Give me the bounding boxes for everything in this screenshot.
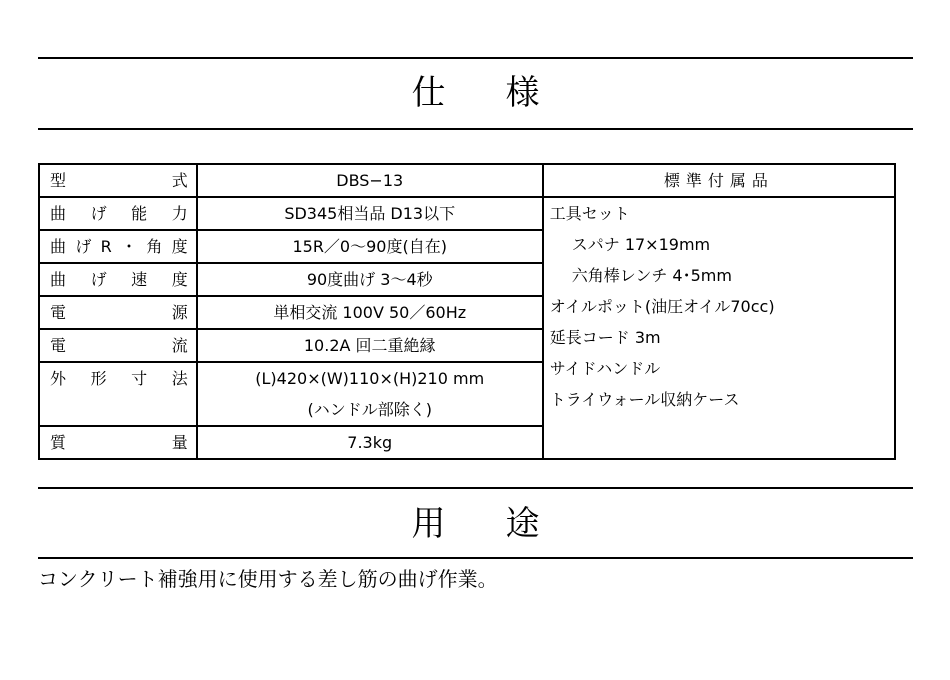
label-char: ・: [121, 237, 138, 256]
value-dimensions: (L)420×(W)110×(H)210 mm: [255, 369, 485, 388]
label-cell: [39, 362, 197, 426]
label-char: げ: [75, 237, 92, 256]
label-model: [40, 165, 196, 196]
label-bending-capacity: [40, 198, 196, 229]
label-char: 質: [50, 433, 67, 452]
label-char: 流: [171, 336, 188, 355]
label-char: 寸: [131, 369, 148, 388]
accessories-header: 標準付属品: [663, 171, 774, 190]
label-char: 曲: [50, 237, 67, 256]
label-char: 速: [131, 270, 148, 289]
value-current: 10.2A 回二重絶縁: [303, 336, 436, 355]
value-cell: [197, 197, 543, 230]
accessory-item: 六角棒レンチ 4･5mm: [571, 266, 732, 285]
value-cell: [197, 230, 543, 263]
label-char: 量: [171, 433, 188, 452]
label-cell: [39, 296, 197, 329]
value-cell: [197, 362, 543, 426]
accessory-item: スパナ 17×19mm: [571, 235, 711, 254]
value-cell: [197, 329, 543, 362]
label-cell-model: [39, 164, 197, 197]
value-cell: [197, 426, 543, 459]
value-bending-capacity: SD345相当品 D13以下: [284, 204, 456, 223]
label-char: 曲: [50, 204, 67, 223]
label-char: 角: [146, 237, 163, 256]
value-cell-model: [197, 164, 543, 197]
accessory-item: 延長コード 3m: [549, 328, 661, 347]
usage-rule-lower: [38, 557, 913, 559]
usage-rule-upper: [38, 487, 913, 489]
value-bending-speed: 90度曲げ 3〜4秒: [306, 270, 433, 289]
accessories-cell: [543, 197, 895, 459]
top-rule-lower: [38, 128, 913, 130]
spec-title: 仕様: [411, 73, 600, 113]
value-power-source: 単相交流 100V 50／60Hz: [273, 303, 467, 322]
top-rule-upper: [38, 57, 913, 59]
usage-title: 用途: [411, 504, 600, 544]
label-char: 法: [171, 369, 188, 388]
label-char: 曲: [50, 270, 67, 289]
accessory-item: 工具セット: [549, 204, 630, 223]
label-cell: [39, 426, 197, 459]
value-cell: [197, 263, 543, 296]
label-power-source: [40, 297, 196, 328]
label-char: 電: [50, 303, 67, 322]
label-cell: [39, 197, 197, 230]
value-model: DBS−13: [336, 171, 404, 190]
value-bend-radius-angle: 15R／0〜90度(自在): [292, 237, 447, 256]
value-mass: 7.3kg: [347, 433, 393, 452]
label-char: 力: [171, 204, 188, 223]
label-mass: [40, 427, 196, 458]
label-cell: [39, 263, 197, 296]
label-bending-speed: [40, 264, 196, 295]
label-char: 電: [50, 336, 67, 355]
spec-header-row: [39, 164, 895, 197]
accessory-item: オイルポット(油圧オイル70cc): [549, 297, 775, 316]
label-char: 形: [90, 369, 107, 388]
accessory-item: トライウォール収納ケース: [549, 390, 740, 409]
spec-table: [38, 163, 896, 460]
label-cell: [39, 230, 197, 263]
label-char: 式: [171, 171, 188, 190]
accessory-item: サイドハンドル: [549, 359, 661, 378]
label-char: R: [100, 237, 112, 256]
value-cell: [197, 296, 543, 329]
label-dimensions: [40, 363, 196, 394]
value-dimensions-note: (ハンドル部除く): [307, 400, 432, 419]
spec-row: [39, 197, 895, 230]
label-bend-radius-angle: [40, 231, 196, 262]
accessories-list: [544, 198, 894, 415]
label-char: 能: [131, 204, 148, 223]
label-char: げ: [90, 270, 107, 289]
label-current: [40, 330, 196, 361]
accessories-header-cell: [543, 164, 895, 197]
label-char: 源: [171, 303, 188, 322]
label-char: 型: [50, 171, 67, 190]
label-char: 外: [50, 369, 67, 388]
label-cell: [39, 329, 197, 362]
label-char: 度: [171, 237, 188, 256]
label-char: げ: [90, 204, 107, 223]
usage-text: コンクリート補強用に使用する差し筋の曲げ作業。: [38, 567, 498, 591]
label-char: 度: [171, 270, 188, 289]
